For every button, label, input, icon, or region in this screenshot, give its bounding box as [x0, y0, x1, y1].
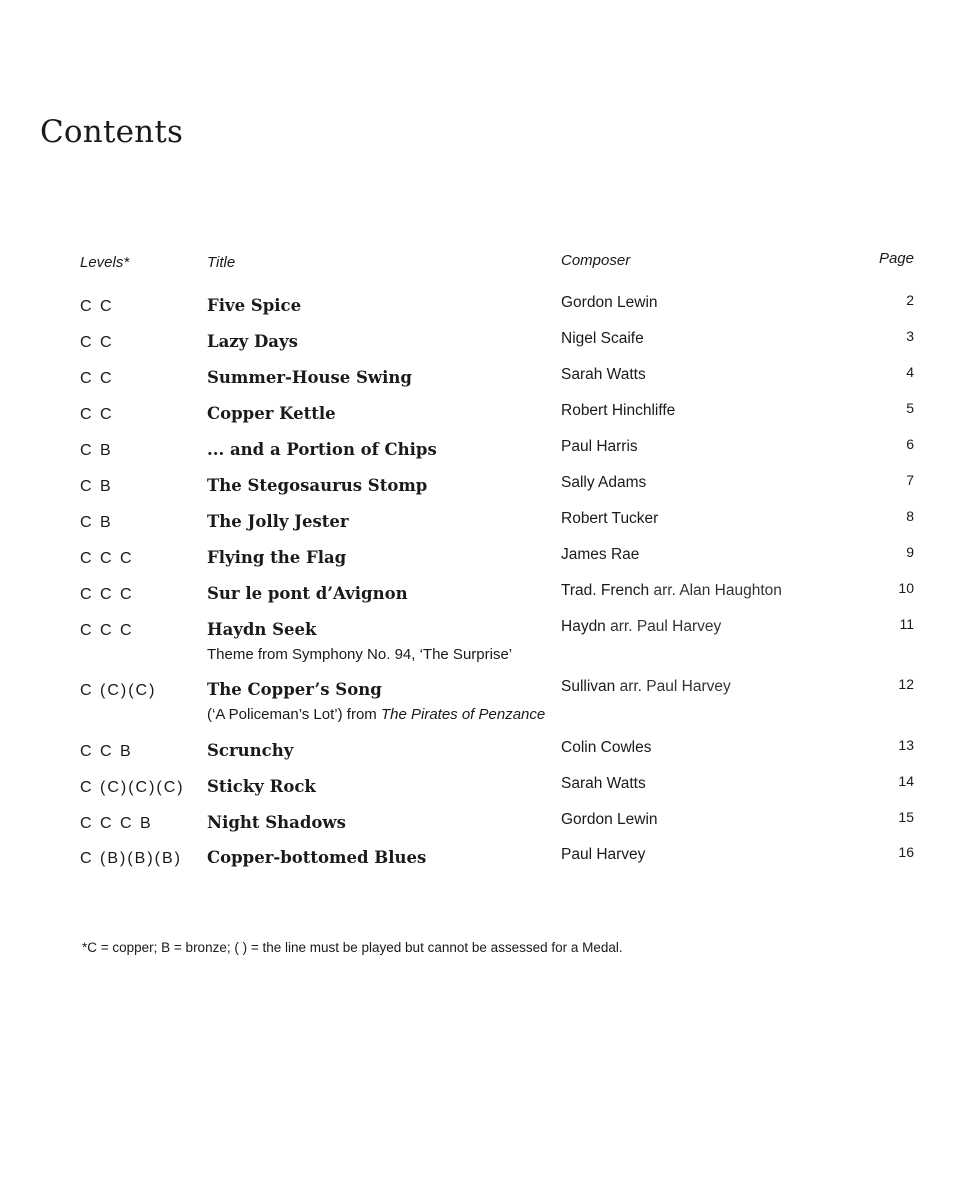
row-title: Flying the Flag	[207, 548, 347, 567]
row-composer-name: Gordon Lewin	[561, 811, 658, 828]
row-composer	[561, 366, 646, 384]
row-title: ... and a Portion of Chips	[207, 440, 437, 459]
row-page-number: 10	[898, 580, 914, 596]
row-levels: C (B)(B)(B)	[80, 850, 182, 867]
row-composer-name: Robert Hinchliffe	[561, 402, 676, 419]
row-composer-name: Paul Harvey	[561, 846, 646, 863]
row-page-number: 12	[898, 676, 914, 692]
row-page-number: 14	[898, 773, 914, 789]
row-subtitle-text: (‘A Policeman’s Lot’) from	[207, 706, 377, 723]
header-page: Page	[878, 250, 914, 267]
row-composer	[561, 330, 644, 348]
row-page-number: 16	[898, 844, 914, 860]
row-composer	[561, 739, 651, 757]
row-arranger: arr. Paul Harvey	[610, 618, 722, 635]
row-levels: C C B	[80, 743, 133, 760]
row-composer-name: Colin Cowles	[561, 739, 652, 756]
row-composer-name: Sullivan	[561, 678, 616, 695]
row-composer	[561, 294, 658, 312]
row-title: The Copper’s Song	[207, 680, 382, 699]
row-composer-name: Sally Adams	[561, 474, 647, 491]
row-page-number: 11	[899, 616, 914, 632]
row-arranger: arr. Alan Haughton	[653, 582, 782, 599]
row-title: The Stegosaurus Stomp	[207, 476, 428, 495]
row-title: Night Shadows	[207, 813, 346, 832]
row-levels: C B	[80, 514, 113, 531]
row-levels: C C	[80, 298, 114, 315]
row-page-number: 8	[906, 508, 914, 524]
row-page-number: 15	[898, 809, 914, 825]
row-title: Copper-bottomed Blues	[207, 848, 427, 867]
row-page-number: 3	[906, 328, 914, 344]
row-page-number: 2	[906, 292, 914, 308]
row-page-number: 7	[906, 472, 914, 488]
row-composer	[561, 546, 639, 564]
row-subtitle	[207, 646, 512, 663]
row-title: Haydn Seek	[207, 620, 317, 639]
row-subtitle	[207, 706, 545, 723]
row-levels: C C	[80, 334, 114, 351]
row-title: Summer-House Swing	[207, 368, 412, 387]
row-composer-name: James Rae	[561, 546, 640, 563]
row-composer	[561, 582, 782, 600]
row-title: The Jolly Jester	[207, 512, 349, 531]
row-levels: C B	[80, 442, 113, 459]
row-composer	[561, 474, 646, 492]
row-arranger: arr. Paul Harvey	[619, 678, 731, 695]
row-levels: C B	[80, 478, 113, 495]
row-title: Sur le pont d’Avignon	[207, 584, 408, 603]
row-composer-name: Haydn	[561, 618, 606, 635]
row-levels: C C	[80, 406, 114, 423]
row-composer	[561, 846, 645, 864]
row-title: Scrunchy	[207, 741, 294, 760]
row-title: Five Spice	[207, 296, 302, 315]
header-levels: Levels*	[80, 254, 130, 271]
row-subtitle-text: Theme from Symphony No. 94, ‘The Surprise’	[207, 646, 513, 663]
row-title: Sticky Rock	[207, 777, 316, 796]
row-levels: C C C B	[80, 815, 153, 832]
row-composer	[561, 618, 721, 636]
page-title: Contents	[40, 114, 184, 150]
header-title: Title	[207, 254, 236, 271]
table-header	[0, 250, 963, 278]
row-title: Copper Kettle	[207, 404, 336, 423]
row-composer	[561, 811, 658, 829]
row-subtitle-work: The Pirates of Penzance	[380, 706, 546, 723]
row-levels: C C C	[80, 622, 134, 639]
row-levels: C C C	[80, 586, 134, 603]
row-composer	[561, 438, 638, 456]
footnote: *C = copper; B = bronze; ( ) = the line must be played but cannot be assessed for a Medal.	[82, 940, 623, 955]
row-title: Lazy Days	[207, 332, 298, 351]
row-composer-name: Trad. French	[561, 582, 650, 599]
row-composer	[561, 775, 646, 793]
row-composer-name: Robert Tucker	[561, 510, 659, 527]
header-composer: Composer	[561, 252, 631, 269]
row-page-number: 4	[906, 364, 914, 380]
row-page-number: 13	[898, 737, 914, 753]
row-page-number: 6	[906, 436, 914, 452]
row-composer-name: Gordon Lewin	[561, 294, 658, 311]
row-composer	[561, 510, 658, 528]
row-levels: C (C)(C)(C)	[80, 779, 185, 796]
row-composer	[561, 402, 675, 420]
row-levels: C C	[80, 370, 114, 387]
row-composer-name: Paul Harris	[561, 438, 638, 455]
row-composer-name: Sarah Watts	[561, 366, 646, 383]
row-page-number: 5	[906, 400, 914, 416]
row-levels: C (C)(C)	[80, 682, 157, 699]
row-levels: C C C	[80, 550, 134, 567]
row-composer	[561, 678, 731, 696]
row-page-number: 9	[906, 544, 914, 560]
row-composer-name: Sarah Watts	[561, 775, 646, 792]
row-composer-name: Nigel Scaife	[561, 330, 644, 347]
